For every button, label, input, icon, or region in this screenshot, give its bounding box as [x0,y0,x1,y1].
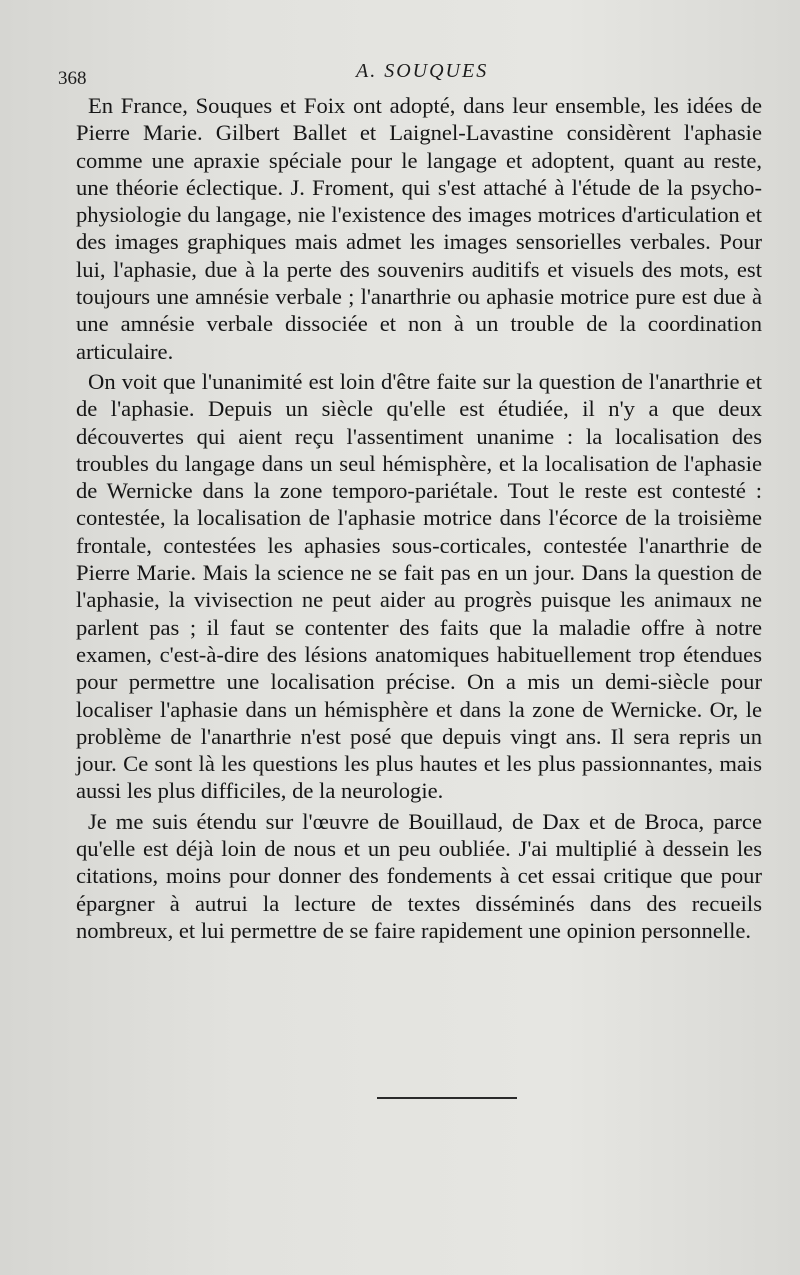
body-text [76,92,762,944]
paragraph-2: On voit que l'unanimité est loin d'être faite sur la question de l'anarthrie et de l'aphasie. Depuis un siècle qu'elle est étudiée, il n'y a que deux découvertes qui aient reçu l'assentiment unanime : la localisation des troubles du langage dans un seul hémisphère, et la localisation de l'aphasie de Wernicke dans la zone temporo-pariétale. Tout le reste est contesté : contestée, la localisation de l'aphasie motrice dans l'écorce de la troisième frontale, contestées les aphasies sous-corticales, contestée l'anarthrie de Pierre Marie. Mais la science ne se fait pas en un jour. Dans la question de l'aphasie, la vivisection ne peut aider au progrès puisque les animaux ne parlent pas ; il faut se contenter des faits que la maladie offre à notre examen, c'est-à-dire des lésions anatomiques habituellement trop étendues pour permettre une localisation précise. On a mis un demi-siècle pour localiser l'aphasie dans un hémisphère et dans la zone de Wernicke. Or, le problème de l'anarthrie n'est posé que depuis vingt ans. Il sera repris un jour. Ce sont là les questions les plus hautes et les plus passionnantes, mais aussi les plus difficiles, de la neurologie. [76,368,762,804]
section-end-rule [377,1097,517,1099]
page-number: 368 [58,68,87,89]
page-header [0,60,800,90]
paragraph-3: Je me suis étendu sur l'œuvre de Bouillaud, de Dax et de Broca, parce qu'elle est déjà loin de nous et un peu oubliée. J'ai multiplié à dessein les citations, moins pour donner des fondements à cet essai critique que pour épargner à autrui la lecture de textes disséminés dans des recueils nombreux, et lui permettre de se faire rapidement une opinion personnelle. [76,808,762,943]
paragraph-1: En France, Souques et Foix ont adopté, dans leur ensemble, les idées de Pierre Marie. Gilbert Ballet et Laignel-Lavastine considèrent l'aphasie comme une apraxie spéciale pour le langage et adoptent, quant au reste, une théorie éclectique. J. Froment, qui s'est attaché à l'étude de la psycho-physiologie du langage, nie l'existence des images motrices d'articulation et des images graphiques mais admet les images sensorielles verbales. Pour lui, l'aphasie, due à la perte des souvenirs auditifs et visuels des mots, est toujours une amnésie verbale ; l'anarthrie ou aphasie motrice pure est due à une amnésie verbale dissociée et non à un trouble de la coordination articulaire. [76,93,762,364]
running-head: A. SOUQUES [356,60,489,82]
